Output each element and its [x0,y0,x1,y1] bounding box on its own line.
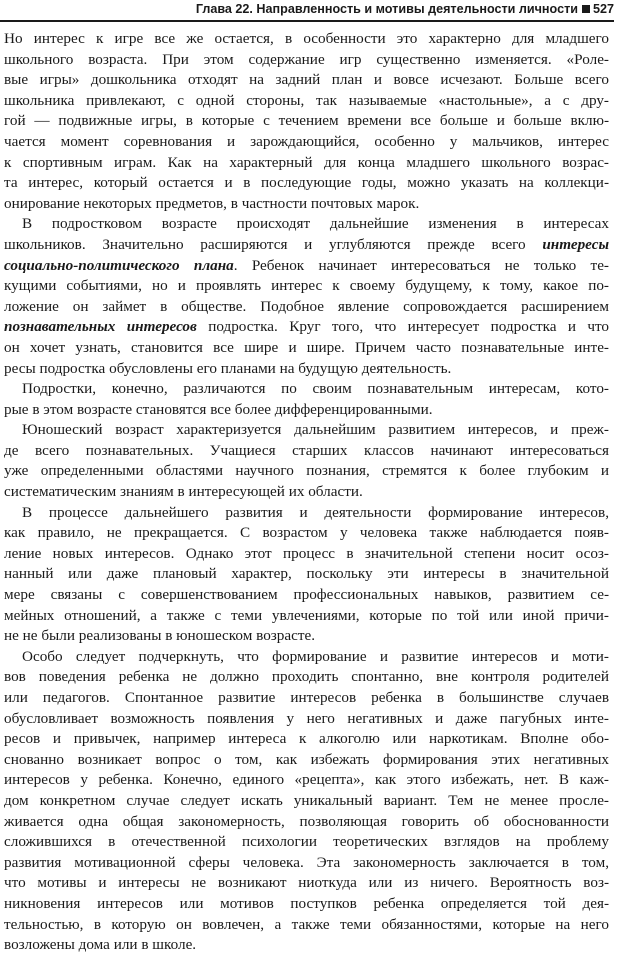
text-line: к спортивным играм. Как на характерный для конца младшего школьного возрас- [4,153,609,171]
text-line: ложение он займет в обществе. Подобное явление сопровождается расширением [4,297,609,315]
text-line: дом конкретном случае следует искать уникальный вариант. Тем не менее просле- [4,791,609,809]
text-line: Но интерес к игре все же остается, в особенности это характерно для младшего [4,30,609,47]
text-line: что мотивы и интересы не возникают ниоткуда или из ничего. Вероятность воз- [4,874,609,892]
text-line: познавательных интересов подростка. Круг того, что интересует подростка и что [4,318,610,336]
text-line: живается одна общая закономерность, позволяющая говорить об обоснованности [4,812,609,830]
emphasized-term: познавательных интересов [4,318,197,336]
running-header [0,0,614,20]
text-line: возложены дома или в школе. [4,936,197,954]
text-line: он хочет узнать, становится все шире и шире. Причем часто познавательные инте- [4,338,609,356]
text-line: как правило, не прекращается. С возрастом у человека также наблюдается появ- [4,524,609,542]
text-line: снованно возникает вопрос о том, как избежать формирования этих негативных [4,750,609,768]
paragraph-start-line: Юношеский возраст характеризуется дальнейшим развитием интересов, и преж- [22,421,609,439]
text-line: школьного возраста. При этом содержание игр существенно изменяется. «Роле- [4,50,609,68]
text-line: нанный или даже плановый характер, поскольку эти интересы в значительной [4,565,609,583]
paragraph-start-line: Подростки, конечно, различаются по своим познавательным интересам, кото- [22,380,609,398]
text-line: де всего познавательных. Учащиеся старших классов начинают интересоваться [4,441,609,459]
text-line: онирование некоторых предметов, в частности почтовых марок. [4,194,420,212]
text-line: ресов и привычек, например интереса к алкоголю или наркотикам. Вполне обо- [4,730,609,748]
text-line: тельностью, в которую он вовлечен, а также теми обязанностями, которые на него [4,915,609,933]
text-line: вов поведения ребенка не должно проходить спонтанно, вне контроля родителей [4,668,609,686]
paragraph-start-line: В подростковом возрасте происходят дальнейшие изменения в интересах [22,215,609,233]
body-text [4,29,610,954]
text-line: мере связаны с совершенствованием профессиональных навыков, развитием се- [4,586,609,604]
text-line: мейных отношений, а также с теми увлечениями, которые по той или иной причи- [4,606,609,624]
text-line: не не были реализованы в юношеском возрасте. [4,627,316,645]
text-line: обусловливает возможность появления у него негативных и даже пагубных инте- [4,709,609,727]
text-line: ресы подростка обусловлены его планами на будущую деятельность. [4,359,452,377]
text-line: или педагогов. Спонтанное развитие интересов ребенка в большинстве случаев [4,689,609,706]
emphasized-term: социально-политического плана [4,256,234,274]
paragraph-start-line: В процессе дальнейшего развития и деятельности формирование интересов, [22,503,609,521]
text-line: школьника привлекают, с одной стороны, так называемые «настольные», а с дру- [4,91,609,109]
text-line: социально-политического плана. Ребенок начинает интересоваться не только те- [4,256,609,274]
text-line: вые игры» дошкольника отходят на задний план и вовсе исчезают. Больше всего [4,71,609,89]
header-rule [0,20,614,22]
text-line: уже определенными областями научного познания, стремятся к более глубоким и [4,462,609,480]
emphasized-term: интересы [542,235,609,253]
page-number: 527 [592,2,614,16]
running-title: Глава 22. Направленность и мотивы деятельности личности [195,2,578,16]
square-bullet-icon [582,5,590,13]
text-line: развития мотивационной сферы человека. Эта закономерность заключается в том, [4,853,609,871]
text-line: гой — подвижные игры, в которые с течением времени все больше и больше вклю- [4,112,609,130]
text-line: сложившихся в отечественной психологии теоретических взглядов на проблему [4,833,609,851]
text-line: интересов у ребенка. Конечно, единого «рецепта», как этого избежать, нет. В каж- [4,771,609,789]
text-line: рые в этом возрасте становятся все более дифференцированными. [4,400,433,418]
text-line: та интерес, который остается и в последующие годы, можно указать на коллекци- [4,174,609,192]
text-line: никновения интересов или мотивов поступков ребенка определяется той дея- [4,894,609,912]
text-line: кущими событиями, но и проявлять интерес к своему будущему, к тому, какое по- [4,277,609,295]
text-line: чается момент соревнования и зарождающийся, особенно у мальчиков, интерес [4,132,609,150]
text-line: ление новых интересов. Однако этот процесс в значительной степени носит осоз- [4,544,609,562]
text-line: школьников. Значительно расширяются и углубляются прежде всего интересы [4,235,609,253]
paragraph-start-line: Особо следует подчеркнуть, что формирование и развитие интересов и моти- [22,647,609,665]
text-line: систематическим знаниям в интересующей их области. [4,483,363,501]
